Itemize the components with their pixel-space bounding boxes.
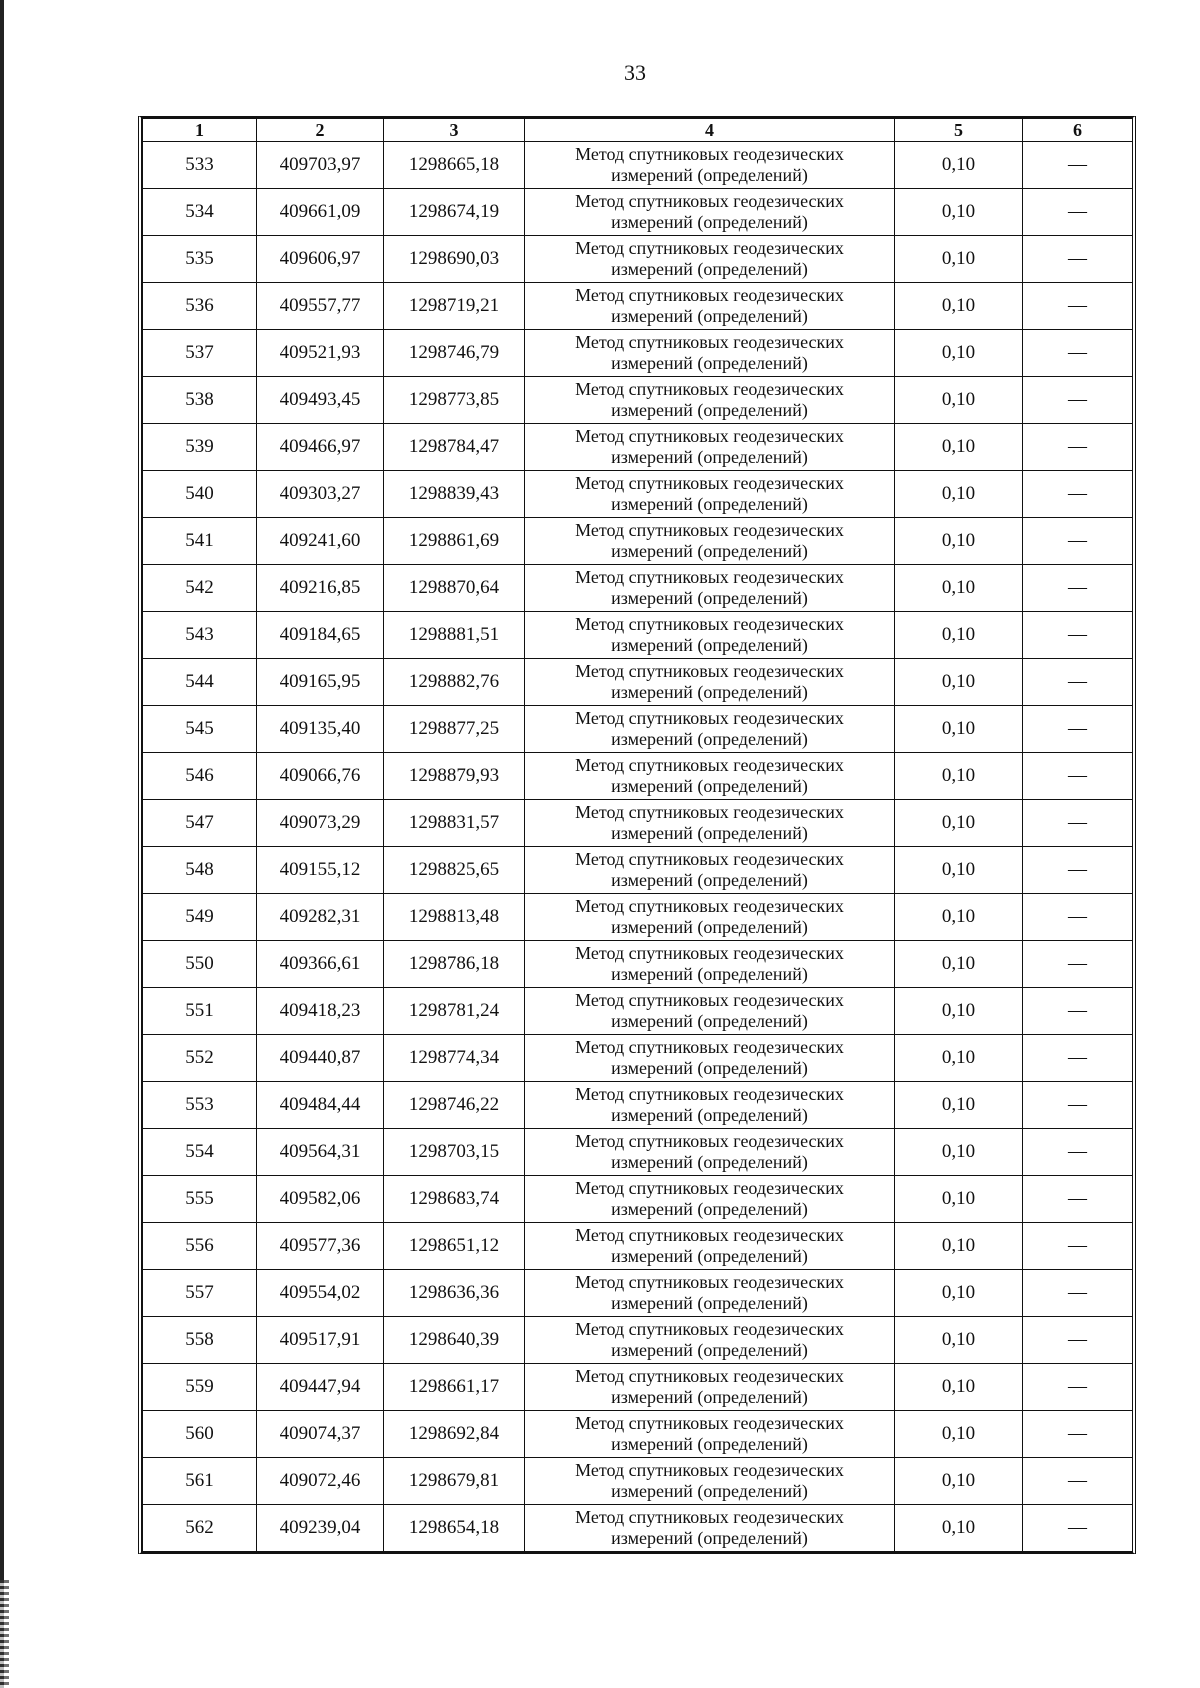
- method-line-2: измерений (определений): [611, 353, 808, 373]
- x-coordinate-cell: 409661,09: [257, 189, 384, 236]
- table-row: [143, 1082, 1133, 1129]
- method-line-1: Метод спутниковых геодезических: [575, 1178, 844, 1198]
- method-cell: [525, 330, 895, 377]
- point-number-cell: 555: [143, 1176, 257, 1223]
- method-line-1: Метод спутниковых геодезических: [575, 285, 844, 305]
- accuracy-cell: 0,10: [895, 659, 1023, 706]
- accuracy-cell: 0,10: [895, 565, 1023, 612]
- accuracy-cell: 0,10: [895, 236, 1023, 283]
- y-coordinate-cell: 1298636,36: [384, 1270, 525, 1317]
- method-line-1: Метод спутниковых геодезических: [575, 144, 844, 164]
- method-cell: [525, 1176, 895, 1223]
- note-cell: —: [1023, 283, 1133, 330]
- method-cell: [525, 236, 895, 283]
- method-line-2: измерений (определений): [611, 1246, 808, 1266]
- y-coordinate-cell: 1298781,24: [384, 988, 525, 1035]
- y-coordinate-cell: 1298786,18: [384, 941, 525, 988]
- method-line-2: измерений (определений): [611, 1340, 808, 1360]
- point-number-cell: 551: [143, 988, 257, 1035]
- table-row: [143, 471, 1133, 518]
- accuracy-cell: 0,10: [895, 1458, 1023, 1505]
- header-col-5: 5: [895, 119, 1023, 142]
- method-cell: [525, 189, 895, 236]
- note-cell: —: [1023, 471, 1133, 518]
- note-cell: —: [1023, 1270, 1133, 1317]
- x-coordinate-cell: 409216,85: [257, 565, 384, 612]
- method-cell: [525, 1364, 895, 1411]
- x-coordinate-cell: 409184,65: [257, 612, 384, 659]
- note-cell: —: [1023, 142, 1133, 189]
- method-line-2: измерений (определений): [611, 1199, 808, 1219]
- method-cell: [525, 1129, 895, 1176]
- point-number-cell: 550: [143, 941, 257, 988]
- table-row: [143, 1223, 1133, 1270]
- point-number-cell: 539: [143, 424, 257, 471]
- note-cell: —: [1023, 988, 1133, 1035]
- point-number-cell: 556: [143, 1223, 257, 1270]
- point-number-cell: 541: [143, 518, 257, 565]
- method-line-2: измерений (определений): [611, 1293, 808, 1313]
- method-cell: [525, 1317, 895, 1364]
- table-row: [143, 1176, 1133, 1223]
- accuracy-cell: 0,10: [895, 1505, 1023, 1552]
- method-line-1: Метод спутниковых геодезических: [575, 1366, 844, 1386]
- y-coordinate-cell: 1298773,85: [384, 377, 525, 424]
- note-cell: —: [1023, 1129, 1133, 1176]
- note-cell: —: [1023, 1364, 1133, 1411]
- y-coordinate-cell: 1298813,48: [384, 894, 525, 941]
- x-coordinate-cell: 409557,77: [257, 283, 384, 330]
- y-coordinate-cell: 1298661,17: [384, 1364, 525, 1411]
- method-cell: [525, 1082, 895, 1129]
- table-row: [143, 424, 1133, 471]
- accuracy-cell: 0,10: [895, 283, 1023, 330]
- method-cell: [525, 894, 895, 941]
- table-row: [143, 1505, 1133, 1552]
- note-cell: —: [1023, 753, 1133, 800]
- method-line-2: измерений (определений): [611, 682, 808, 702]
- method-line-1: Метод спутниковых геодезических: [575, 520, 844, 540]
- method-line-1: Метод спутниковых геодезических: [575, 1225, 844, 1245]
- header-col-3: 3: [384, 119, 525, 142]
- method-line-2: измерений (определений): [611, 823, 808, 843]
- method-line-2: измерений (определений): [611, 776, 808, 796]
- method-cell: [525, 659, 895, 706]
- accuracy-cell: 0,10: [895, 142, 1023, 189]
- accuracy-cell: 0,10: [895, 1364, 1023, 1411]
- point-number-cell: 546: [143, 753, 257, 800]
- x-coordinate-cell: 409282,31: [257, 894, 384, 941]
- method-line-1: Метод спутниковых геодезических: [575, 896, 844, 916]
- method-line-1: Метод спутниковых геодезических: [575, 1037, 844, 1057]
- y-coordinate-cell: 1298882,76: [384, 659, 525, 706]
- note-cell: —: [1023, 1082, 1133, 1129]
- point-number-cell: 557: [143, 1270, 257, 1317]
- method-cell: [525, 800, 895, 847]
- table-row: [143, 283, 1133, 330]
- method-line-1: Метод спутниковых геодезических: [575, 661, 844, 681]
- table-row: [143, 1129, 1133, 1176]
- page-number: 33: [624, 60, 646, 85]
- table-row: [143, 612, 1133, 659]
- accuracy-cell: 0,10: [895, 706, 1023, 753]
- x-coordinate-cell: 409517,91: [257, 1317, 384, 1364]
- method-line-2: измерений (определений): [611, 1105, 808, 1125]
- method-line-2: измерений (определений): [611, 635, 808, 655]
- x-coordinate-cell: 409303,27: [257, 471, 384, 518]
- y-coordinate-cell: 1298679,81: [384, 1458, 525, 1505]
- point-number-cell: 540: [143, 471, 257, 518]
- point-number-cell: 561: [143, 1458, 257, 1505]
- accuracy-cell: 0,10: [895, 1082, 1023, 1129]
- accuracy-cell: 0,10: [895, 471, 1023, 518]
- table-row: [143, 753, 1133, 800]
- y-coordinate-cell: 1298839,43: [384, 471, 525, 518]
- point-number-cell: 544: [143, 659, 257, 706]
- note-cell: —: [1023, 377, 1133, 424]
- accuracy-cell: 0,10: [895, 1129, 1023, 1176]
- y-coordinate-cell: 1298877,25: [384, 706, 525, 753]
- note-cell: —: [1023, 847, 1133, 894]
- method-line-1: Метод спутниковых геодезических: [575, 1131, 844, 1151]
- note-cell: —: [1023, 518, 1133, 565]
- method-line-1: Метод спутниковых геодезических: [575, 567, 844, 587]
- y-coordinate-cell: 1298774,34: [384, 1035, 525, 1082]
- x-coordinate-cell: 409066,76: [257, 753, 384, 800]
- method-line-2: измерений (определений): [611, 259, 808, 279]
- method-cell: [525, 142, 895, 189]
- accuracy-cell: 0,10: [895, 988, 1023, 1035]
- method-line-2: измерений (определений): [611, 1387, 808, 1407]
- y-coordinate-cell: 1298746,22: [384, 1082, 525, 1129]
- method-line-1: Метод спутниковых геодезических: [575, 191, 844, 211]
- method-cell: [525, 424, 895, 471]
- header-col-4: 4: [525, 119, 895, 142]
- method-line-2: измерений (определений): [611, 1011, 808, 1031]
- x-coordinate-cell: 409466,97: [257, 424, 384, 471]
- x-coordinate-cell: 409239,04: [257, 1505, 384, 1552]
- y-coordinate-cell: 1298640,39: [384, 1317, 525, 1364]
- point-number-cell: 553: [143, 1082, 257, 1129]
- x-coordinate-cell: 409418,23: [257, 988, 384, 1035]
- method-cell: [525, 753, 895, 800]
- table-row: [143, 1411, 1133, 1458]
- method-line-2: измерений (определений): [611, 165, 808, 185]
- x-coordinate-cell: 409366,61: [257, 941, 384, 988]
- table-row: [143, 377, 1133, 424]
- method-line-2: измерений (определений): [611, 964, 808, 984]
- accuracy-cell: 0,10: [895, 1270, 1023, 1317]
- x-coordinate-cell: 409582,06: [257, 1176, 384, 1223]
- accuracy-cell: 0,10: [895, 1176, 1023, 1223]
- x-coordinate-cell: 409074,37: [257, 1411, 384, 1458]
- y-coordinate-cell: 1298879,93: [384, 753, 525, 800]
- table-row: [143, 941, 1133, 988]
- point-number-cell: 552: [143, 1035, 257, 1082]
- table-row: [143, 1458, 1133, 1505]
- method-line-2: измерений (определений): [611, 1481, 808, 1501]
- method-cell: [525, 518, 895, 565]
- method-line-1: Метод спутниковых геодезических: [575, 332, 844, 352]
- x-coordinate-cell: 409564,31: [257, 1129, 384, 1176]
- note-cell: —: [1023, 330, 1133, 377]
- method-line-1: Метод спутниковых геодезических: [575, 943, 844, 963]
- method-cell: [525, 1458, 895, 1505]
- method-cell: [525, 471, 895, 518]
- method-line-2: измерений (определений): [611, 729, 808, 749]
- x-coordinate-cell: 409241,60: [257, 518, 384, 565]
- method-line-2: измерений (определений): [611, 1434, 808, 1454]
- note-cell: —: [1023, 706, 1133, 753]
- accuracy-cell: 0,10: [895, 612, 1023, 659]
- method-line-2: измерений (определений): [611, 306, 808, 326]
- header-col-2: 2: [257, 119, 384, 142]
- table-row: [143, 894, 1133, 941]
- note-cell: —: [1023, 1317, 1133, 1364]
- y-coordinate-cell: 1298831,57: [384, 800, 525, 847]
- method-line-2: измерений (определений): [611, 1152, 808, 1172]
- table-body: [143, 142, 1133, 1552]
- note-cell: —: [1023, 189, 1133, 236]
- point-number-cell: 559: [143, 1364, 257, 1411]
- accuracy-cell: 0,10: [895, 800, 1023, 847]
- note-cell: —: [1023, 894, 1133, 941]
- note-cell: —: [1023, 1458, 1133, 1505]
- x-coordinate-cell: 409072,46: [257, 1458, 384, 1505]
- method-line-1: Метод спутниковых геодезических: [575, 238, 844, 258]
- header-col-6: 6: [1023, 119, 1133, 142]
- method-cell: [525, 1505, 895, 1552]
- coordinates-table: [142, 118, 1133, 1552]
- y-coordinate-cell: 1298674,19: [384, 189, 525, 236]
- point-number-cell: 558: [143, 1317, 257, 1364]
- y-coordinate-cell: 1298861,69: [384, 518, 525, 565]
- y-coordinate-cell: 1298746,79: [384, 330, 525, 377]
- note-cell: —: [1023, 941, 1133, 988]
- method-line-1: Метод спутниковых геодезических: [575, 473, 844, 493]
- table-row: [143, 847, 1133, 894]
- method-line-2: измерений (определений): [611, 212, 808, 232]
- note-cell: —: [1023, 1176, 1133, 1223]
- y-coordinate-cell: 1298683,74: [384, 1176, 525, 1223]
- method-cell: [525, 847, 895, 894]
- table-row: [143, 1364, 1133, 1411]
- table-row: [143, 142, 1133, 189]
- point-number-cell: 538: [143, 377, 257, 424]
- method-line-1: Метод спутниковых геодезических: [575, 1413, 844, 1433]
- point-number-cell: 547: [143, 800, 257, 847]
- point-number-cell: 542: [143, 565, 257, 612]
- method-line-1: Метод спутниковых геодезических: [575, 1319, 844, 1339]
- method-line-1: Метод спутниковых геодезических: [575, 990, 844, 1010]
- scan-left-edge: [0, 0, 4, 1688]
- x-coordinate-cell: 409703,97: [257, 142, 384, 189]
- point-number-cell: 560: [143, 1411, 257, 1458]
- note-cell: —: [1023, 236, 1133, 283]
- table-row: [143, 1317, 1133, 1364]
- note-cell: —: [1023, 1223, 1133, 1270]
- y-coordinate-cell: 1298651,12: [384, 1223, 525, 1270]
- accuracy-cell: 0,10: [895, 518, 1023, 565]
- point-number-cell: 533: [143, 142, 257, 189]
- method-line-1: Метод спутниковых геодезических: [575, 379, 844, 399]
- y-coordinate-cell: 1298692,84: [384, 1411, 525, 1458]
- table-row: [143, 565, 1133, 612]
- table-row: [143, 236, 1133, 283]
- method-line-2: измерений (определений): [611, 917, 808, 937]
- x-coordinate-cell: 409577,36: [257, 1223, 384, 1270]
- x-coordinate-cell: 409440,87: [257, 1035, 384, 1082]
- x-coordinate-cell: 409554,02: [257, 1270, 384, 1317]
- scan-edge-noise: [0, 1580, 9, 1688]
- y-coordinate-cell: 1298654,18: [384, 1505, 525, 1552]
- note-cell: —: [1023, 800, 1133, 847]
- method-cell: [525, 283, 895, 330]
- table-row: [143, 659, 1133, 706]
- method-line-1: Метод спутниковых геодезических: [575, 1460, 844, 1480]
- x-coordinate-cell: 409155,12: [257, 847, 384, 894]
- x-coordinate-cell: 409484,44: [257, 1082, 384, 1129]
- point-number-cell: 548: [143, 847, 257, 894]
- note-cell: —: [1023, 1411, 1133, 1458]
- note-cell: —: [1023, 424, 1133, 471]
- point-number-cell: 543: [143, 612, 257, 659]
- method-cell: [525, 1035, 895, 1082]
- point-number-cell: 554: [143, 1129, 257, 1176]
- method-cell: [525, 941, 895, 988]
- method-line-1: Метод спутниковых геодезических: [575, 1272, 844, 1292]
- method-line-2: измерений (определений): [611, 541, 808, 561]
- accuracy-cell: 0,10: [895, 1411, 1023, 1458]
- header-col-1: 1: [143, 119, 257, 142]
- point-number-cell: 535: [143, 236, 257, 283]
- method-line-2: измерений (определений): [611, 1058, 808, 1078]
- accuracy-cell: 0,10: [895, 941, 1023, 988]
- method-cell: [525, 565, 895, 612]
- method-line-2: измерений (определений): [611, 1528, 808, 1548]
- method-line-1: Метод спутниковых геодезических: [575, 1084, 844, 1104]
- point-number-cell: 562: [143, 1505, 257, 1552]
- y-coordinate-cell: 1298881,51: [384, 612, 525, 659]
- method-cell: [525, 1411, 895, 1458]
- accuracy-cell: 0,10: [895, 189, 1023, 236]
- method-line-2: измерений (определений): [611, 870, 808, 890]
- accuracy-cell: 0,10: [895, 1317, 1023, 1364]
- accuracy-cell: 0,10: [895, 330, 1023, 377]
- point-number-cell: 537: [143, 330, 257, 377]
- table-header-row: [143, 119, 1133, 142]
- table-row: [143, 518, 1133, 565]
- method-cell: [525, 1270, 895, 1317]
- method-line-2: измерений (определений): [611, 400, 808, 420]
- table-row: [143, 1270, 1133, 1317]
- table-row: [143, 706, 1133, 753]
- table-row: [143, 988, 1133, 1035]
- y-coordinate-cell: 1298870,64: [384, 565, 525, 612]
- y-coordinate-cell: 1298703,15: [384, 1129, 525, 1176]
- accuracy-cell: 0,10: [895, 377, 1023, 424]
- table-row: [143, 1035, 1133, 1082]
- x-coordinate-cell: 409493,45: [257, 377, 384, 424]
- note-cell: —: [1023, 659, 1133, 706]
- method-line-2: измерений (определений): [611, 494, 808, 514]
- point-number-cell: 534: [143, 189, 257, 236]
- x-coordinate-cell: 409073,29: [257, 800, 384, 847]
- method-cell: [525, 988, 895, 1035]
- method-line-1: Метод спутниковых геодезических: [575, 755, 844, 775]
- method-line-1: Метод спутниковых геодезических: [575, 708, 844, 728]
- coordinates-table-frame: [138, 116, 1136, 1554]
- x-coordinate-cell: 409165,95: [257, 659, 384, 706]
- y-coordinate-cell: 1298665,18: [384, 142, 525, 189]
- accuracy-cell: 0,10: [895, 753, 1023, 800]
- x-coordinate-cell: 409521,93: [257, 330, 384, 377]
- note-cell: —: [1023, 1035, 1133, 1082]
- table-row: [143, 800, 1133, 847]
- point-number-cell: 545: [143, 706, 257, 753]
- y-coordinate-cell: 1298784,47: [384, 424, 525, 471]
- table-row: [143, 330, 1133, 377]
- method-line-2: измерений (определений): [611, 588, 808, 608]
- point-number-cell: 549: [143, 894, 257, 941]
- method-cell: [525, 612, 895, 659]
- note-cell: —: [1023, 1505, 1133, 1552]
- method-line-1: Метод спутниковых геодезических: [575, 426, 844, 446]
- method-cell: [525, 706, 895, 753]
- method-line-1: Метод спутниковых геодезических: [575, 802, 844, 822]
- table-row: [143, 189, 1133, 236]
- method-line-1: Метод спутниковых геодезических: [575, 849, 844, 869]
- x-coordinate-cell: 409135,40: [257, 706, 384, 753]
- accuracy-cell: 0,10: [895, 847, 1023, 894]
- accuracy-cell: 0,10: [895, 1035, 1023, 1082]
- x-coordinate-cell: 409447,94: [257, 1364, 384, 1411]
- method-line-2: измерений (определений): [611, 447, 808, 467]
- accuracy-cell: 0,10: [895, 424, 1023, 471]
- method-line-1: Метод спутниковых геодезических: [575, 1507, 844, 1527]
- x-coordinate-cell: 409606,97: [257, 236, 384, 283]
- y-coordinate-cell: 1298719,21: [384, 283, 525, 330]
- method-cell: [525, 377, 895, 424]
- method-line-1: Метод спутниковых геодезических: [575, 614, 844, 634]
- y-coordinate-cell: 1298690,03: [384, 236, 525, 283]
- note-cell: —: [1023, 612, 1133, 659]
- method-cell: [525, 1223, 895, 1270]
- accuracy-cell: 0,10: [895, 1223, 1023, 1270]
- point-number-cell: 536: [143, 283, 257, 330]
- y-coordinate-cell: 1298825,65: [384, 847, 525, 894]
- accuracy-cell: 0,10: [895, 894, 1023, 941]
- note-cell: —: [1023, 565, 1133, 612]
